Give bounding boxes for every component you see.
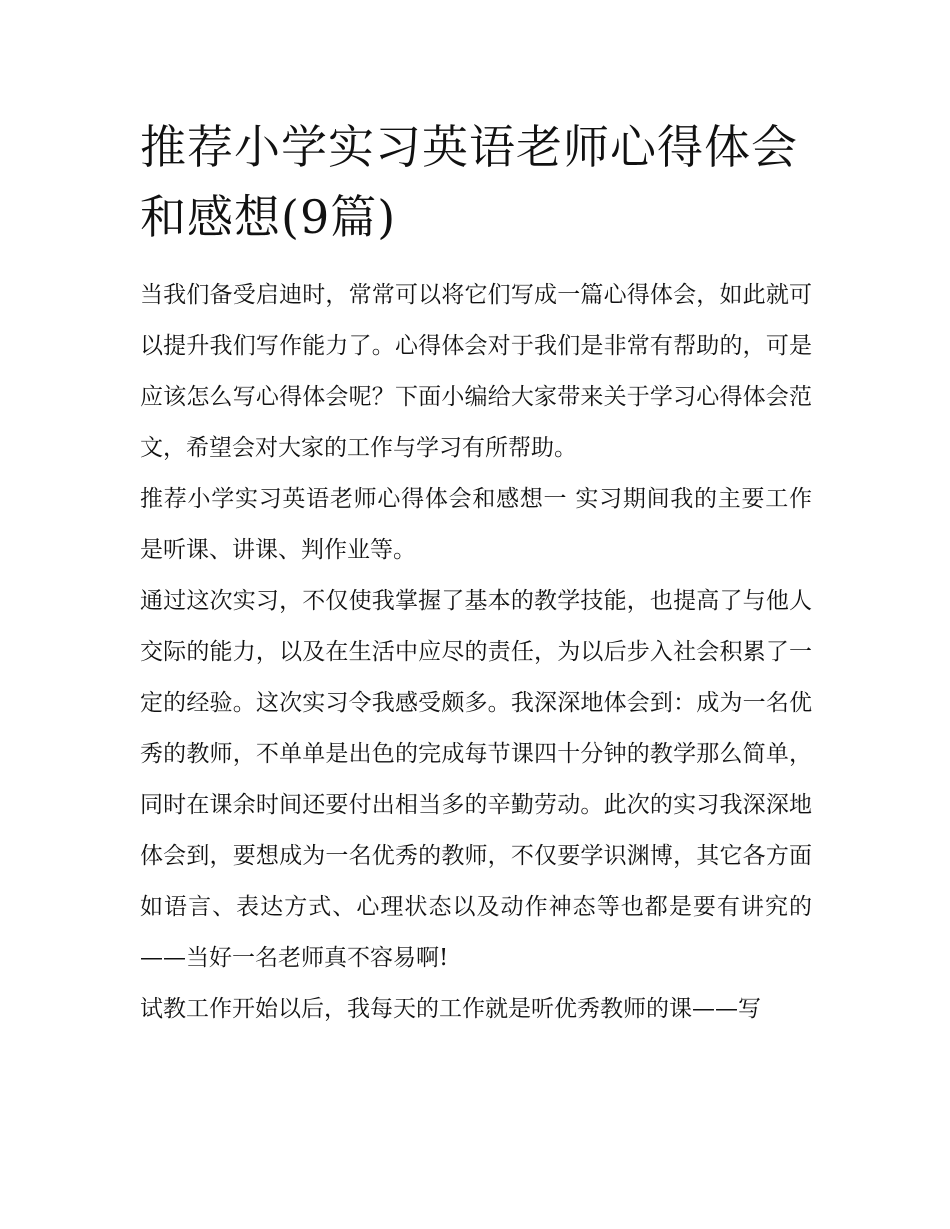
teaching-paragraph: 试教工作开始以后，我每天的工作就是听优秀教师的课——写 bbox=[140, 996, 761, 1022]
document-page bbox=[140, 112, 812, 1035]
section-one-paragraph: 推荐小学实习英语老师心得体会和感想一 实习期间我的主要工作是听课、讲课、判作业等。 bbox=[140, 486, 812, 563]
intro-paragraph: 当我们备受启迪时，常常可以将它们写成一篇心得体会，如此就可以提升我们写作能力了。心得体会对于我们是非常有帮助的，可是应该怎么写心得体会呢？下面小编给大家带来关于学习心得体会范文，希望会对大家的工作与学习有所帮助。 bbox=[140, 282, 812, 461]
document-title: 推荐小学实习英语老师心得体会和感想(9篇) bbox=[140, 120, 798, 244]
reflection-paragraph: 通过这次实习，不仅使我掌握了基本的教学技能，也提高了与他人交际的能力，以及在生活中应尽的责任，为以后步入社会积累了一定的经验。这次实习令我感受颇多。我深深地体会到：成为一名优秀的教师，不单单是出色的完成每节课四十分钟的教学那么简单，同时在课余时间还要付出相当多的辛勤劳动。此次的实习我深深地体会到，要想成为一名优秀的教师，不仅要学识渊博，其它各方面如语言、表达方式、心理状态以及动作神态等也都是要有讲究的——当好一名老师真不容易啊! bbox=[140, 588, 812, 971]
